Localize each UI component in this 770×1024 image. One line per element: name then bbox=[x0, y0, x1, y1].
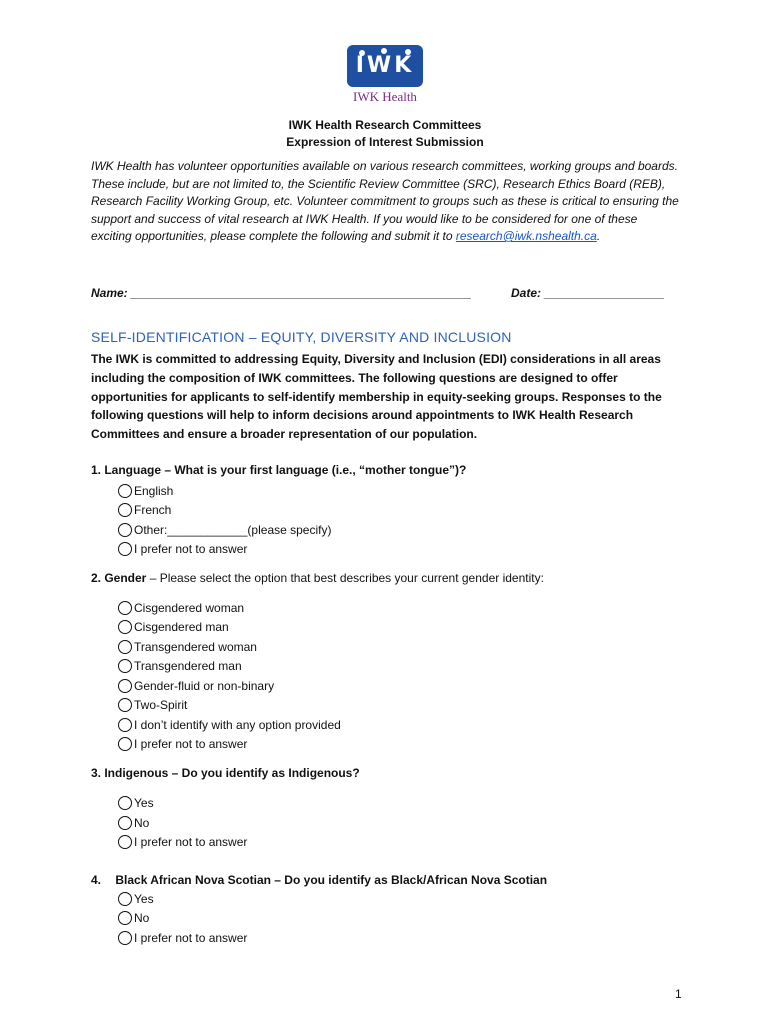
doc-subtitle: Expression of Interest Submission bbox=[286, 135, 484, 149]
radio-circle[interactable] bbox=[118, 640, 132, 654]
email-link[interactable]: research@iwk.nshealth.ca bbox=[455, 229, 597, 243]
radio-circle[interactable] bbox=[118, 931, 132, 945]
question-gender bbox=[91, 571, 544, 585]
option-label: French bbox=[134, 503, 172, 517]
iwk-health-logo bbox=[347, 45, 423, 107]
radio-circle[interactable] bbox=[118, 503, 132, 517]
radio-option[interactable] bbox=[118, 890, 154, 908]
radio-option[interactable] bbox=[118, 599, 244, 617]
radio-circle[interactable] bbox=[118, 523, 132, 537]
radio-circle[interactable] bbox=[118, 620, 132, 634]
option-label: English bbox=[134, 484, 174, 498]
question-prompt: Black African Nova Scotian – Do you identify as Black/African Nova Scotian bbox=[115, 873, 548, 887]
logo-text: IWK Health bbox=[353, 89, 417, 104]
option-label: Cisgendered woman bbox=[134, 601, 245, 615]
radio-option[interactable] bbox=[118, 696, 187, 714]
radio-circle[interactable] bbox=[118, 484, 132, 498]
radio-option[interactable] bbox=[118, 716, 341, 734]
radio-circle[interactable] bbox=[118, 718, 132, 732]
radio-option[interactable] bbox=[118, 618, 229, 636]
question-black-african-nova-scotian bbox=[91, 873, 547, 887]
radio-circle[interactable] bbox=[118, 892, 132, 906]
option-label: I don’t identify with any option provided bbox=[134, 718, 341, 732]
radio-option[interactable] bbox=[118, 814, 149, 832]
question-indigenous bbox=[91, 766, 360, 780]
radio-option[interactable] bbox=[118, 929, 247, 947]
logo-mark bbox=[347, 45, 423, 87]
option-label: I prefer not to answer bbox=[134, 835, 248, 849]
option-label: I prefer not to answer bbox=[134, 737, 248, 751]
radio-option[interactable] bbox=[118, 638, 257, 656]
option-label: Yes bbox=[134, 892, 154, 906]
radio-circle[interactable] bbox=[118, 816, 132, 830]
section-heading: SELF-IDENTIFICATION – EQUITY, DIVERSITY AND INCLUSION bbox=[91, 329, 512, 345]
option-label: Transgendered man bbox=[134, 659, 242, 673]
date-field[interactable]: Date: __________________ bbox=[511, 286, 665, 300]
radio-option[interactable] bbox=[118, 677, 274, 695]
doc-title: IWK Health Research Committees bbox=[288, 118, 482, 132]
question-prompt-bold: 2. Gender bbox=[91, 571, 147, 585]
name-field[interactable]: Name: ___________________________________________________ bbox=[91, 286, 472, 300]
option-label: Gender-fluid or non-binary bbox=[134, 679, 275, 693]
radio-circle[interactable] bbox=[118, 679, 132, 693]
radio-circle[interactable] bbox=[118, 911, 132, 925]
radio-circle[interactable] bbox=[118, 659, 132, 673]
radio-circle[interactable] bbox=[118, 542, 132, 556]
question-prompt: 1. Language – What is your first language (i.e., “mother tongue”)? bbox=[91, 463, 467, 477]
radio-option[interactable] bbox=[118, 909, 149, 927]
question-prompt-rest: – Please select the option that best describes your current gender identity: bbox=[146, 571, 544, 585]
option-label: No bbox=[134, 911, 150, 925]
option-label: Transgendered woman bbox=[134, 640, 257, 654]
option-label: Cisgendered man bbox=[134, 620, 229, 634]
radio-circle[interactable] bbox=[118, 601, 132, 615]
radio-circle[interactable] bbox=[118, 835, 132, 849]
radio-option[interactable] bbox=[118, 482, 173, 500]
radio-option[interactable] bbox=[118, 657, 242, 675]
logo-letters: IWK bbox=[355, 53, 415, 78]
question-language bbox=[91, 463, 466, 477]
edi-paragraph: The IWK is committed to addressing Equity, Diversity and Inclusion (EDI) considerations in all areas including the composition of IWK committees. The following questions are designed to offer opportunities for applicants to self-identify membership in equity-seeking groups. Responses to the following questions will help to inform decisions around appointments to IWK Health Research Committees and ensure a broader representation of our population. bbox=[91, 352, 662, 442]
option-label: Other:____________(please specify) bbox=[134, 523, 332, 537]
radio-option[interactable] bbox=[118, 794, 154, 812]
radio-option[interactable] bbox=[118, 521, 331, 539]
radio-circle[interactable] bbox=[118, 737, 132, 751]
option-label: No bbox=[134, 816, 150, 830]
radio-option[interactable] bbox=[118, 540, 247, 558]
radio-option[interactable] bbox=[118, 735, 247, 753]
intro-end: . bbox=[596, 229, 601, 243]
page-number: 1 bbox=[675, 987, 682, 1001]
radio-option[interactable] bbox=[118, 501, 171, 519]
option-label: Two-Spirit bbox=[134, 698, 188, 712]
radio-circle[interactable] bbox=[118, 796, 132, 810]
option-label: I prefer not to answer bbox=[134, 542, 248, 556]
question-prompt: 3. Indigenous – Do you identify as Indigenous? bbox=[91, 766, 360, 780]
intro-text: IWK Health has volunteer opportunities available on various research committees, working groups and boards. These include, but are not limited to, the Scientific Review Committee (SRC), Research Ethics Board (REB), Research Facility Working Group, etc. Volunteer commitment to groups such as these is critical to ensuring the support and success of vital research at IWK Health. If you would like to be considered for one of these exciting opportunities, please complete the following and submit it to bbox=[91, 159, 679, 243]
option-label: Yes bbox=[134, 796, 154, 810]
radio-circle[interactable] bbox=[118, 698, 132, 712]
option-label: I prefer not to answer bbox=[134, 931, 248, 945]
intro-paragraph bbox=[91, 158, 681, 246]
question-number: 4. bbox=[91, 873, 102, 887]
radio-option[interactable] bbox=[118, 833, 247, 851]
